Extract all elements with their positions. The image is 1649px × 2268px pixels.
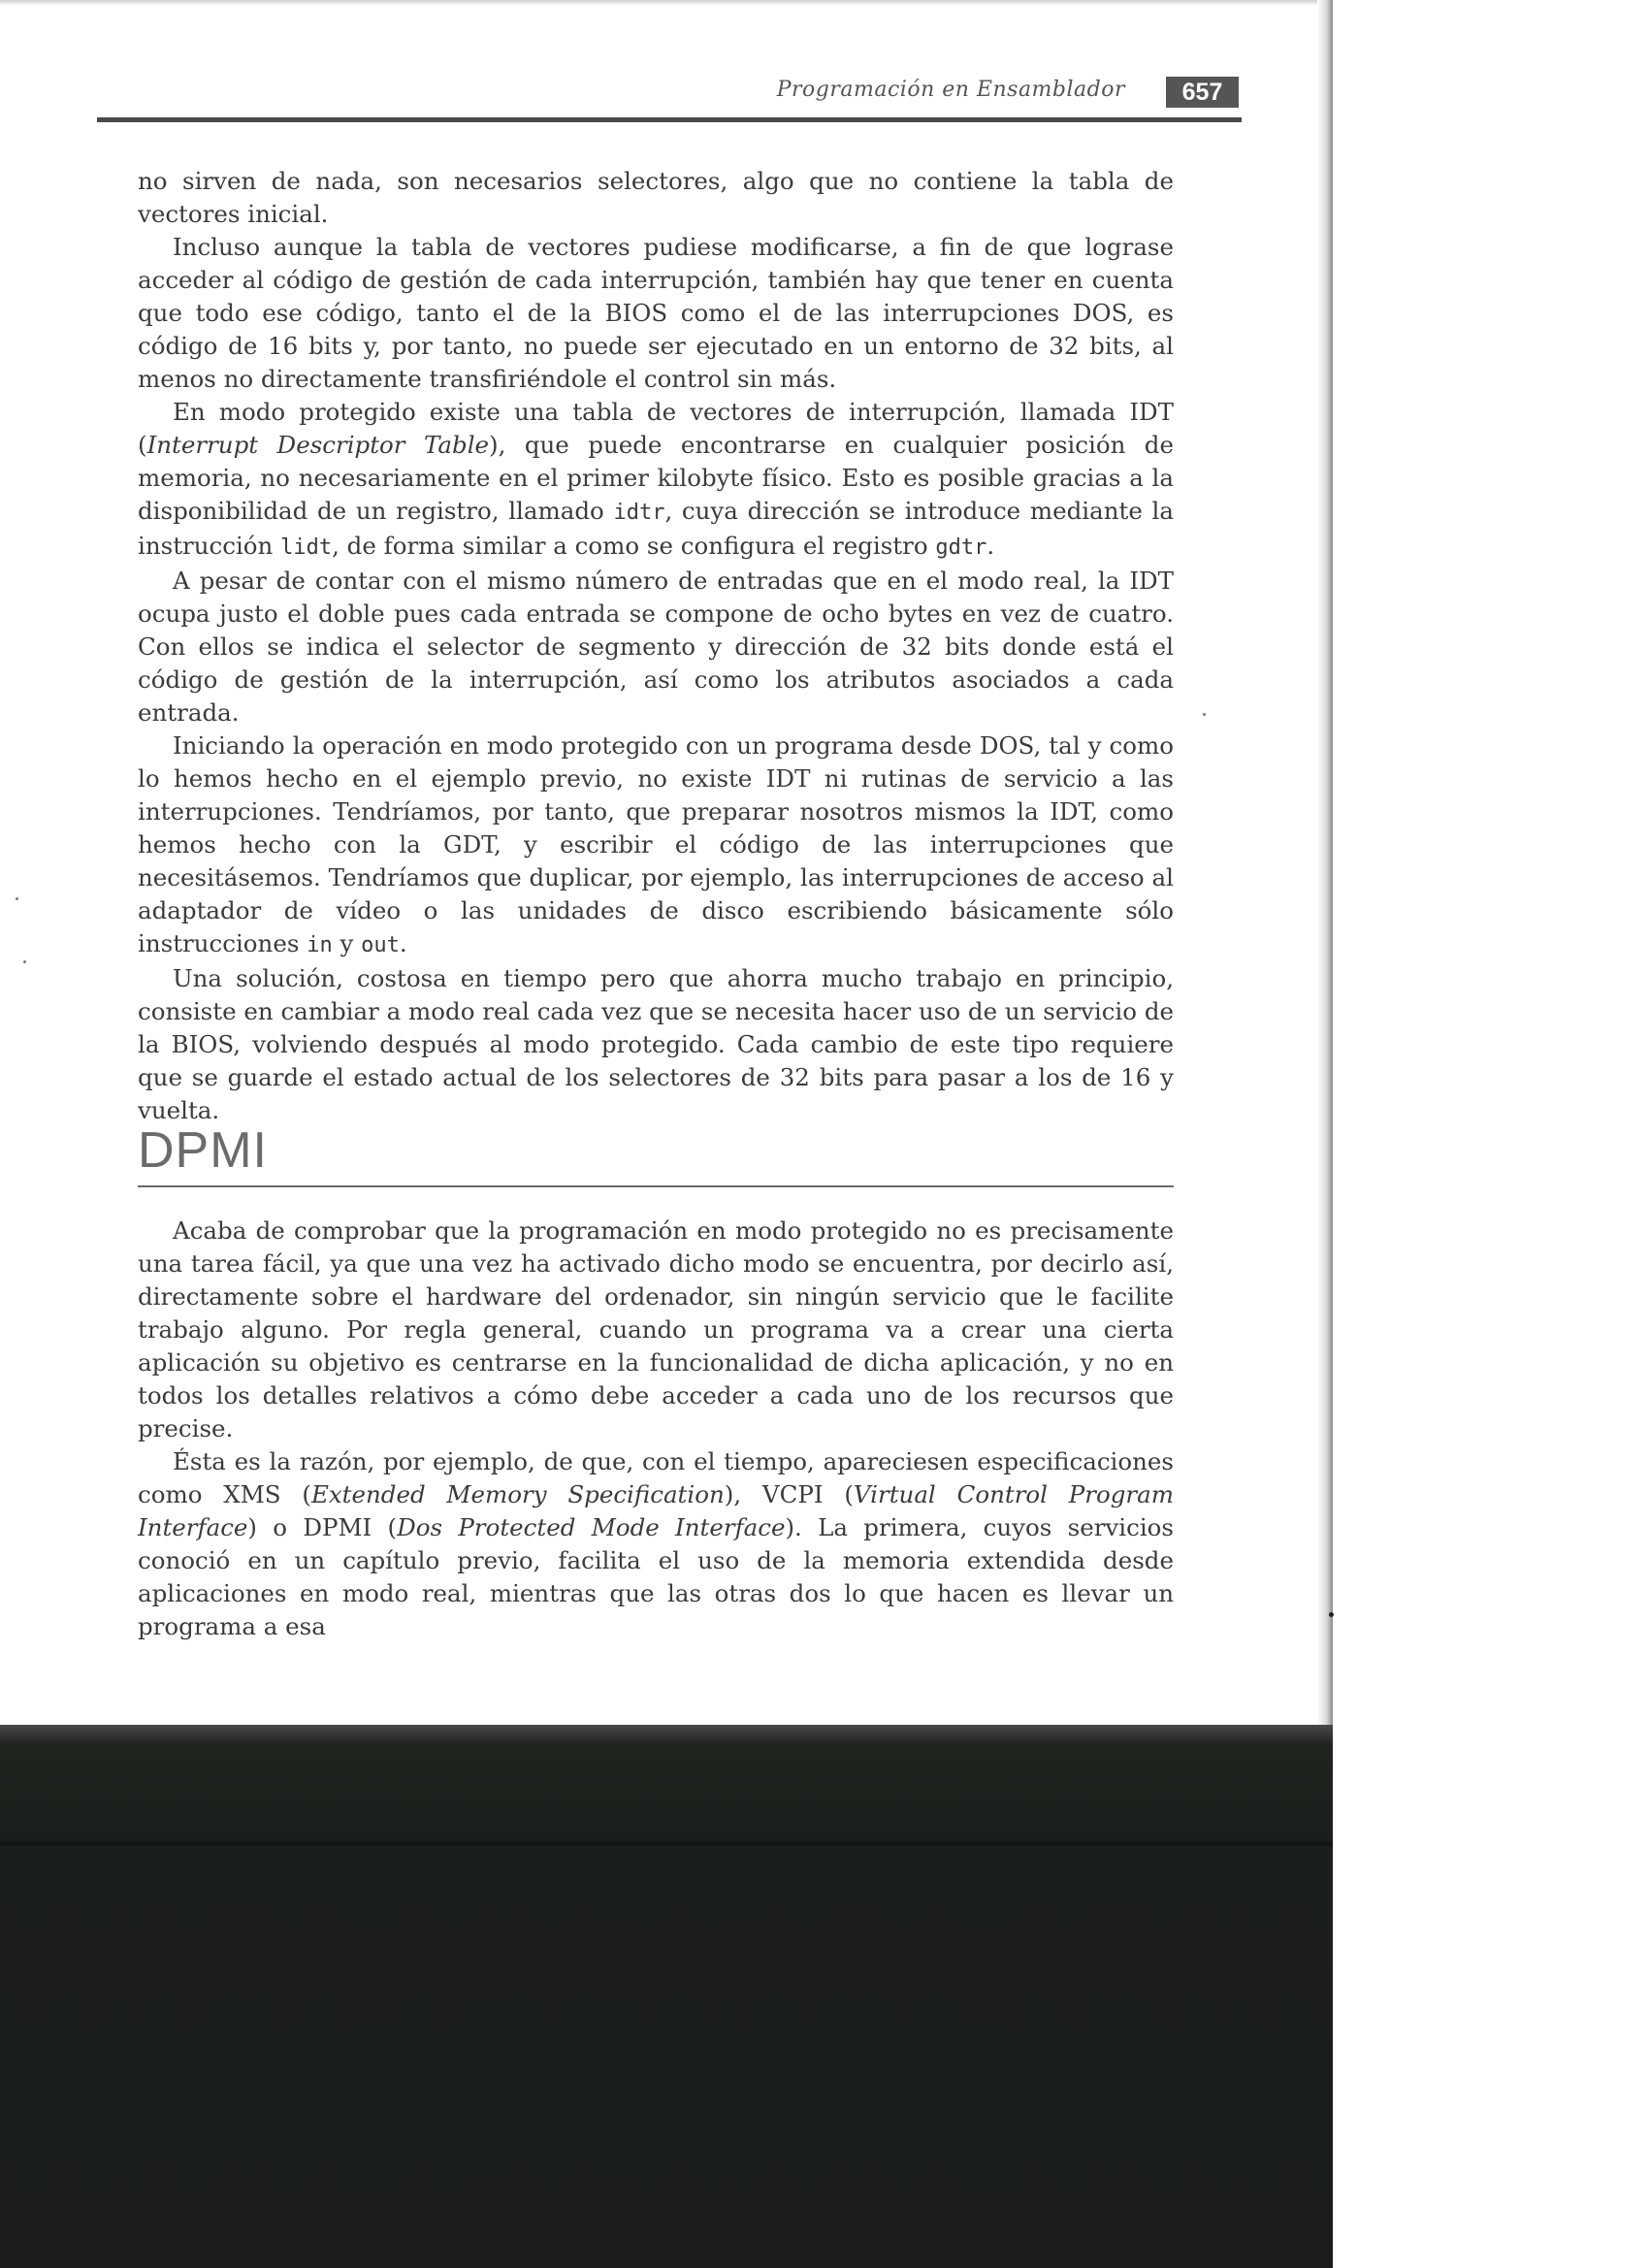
- paragraph: Incluso aunque la tabla de vectores pudiese modificarse, a fin de que lograse acceder al código de gestión de cada interrupción, también hay que tener en cuenta que todo ese código, tanto el de la BIOS como el de las interrupciones DOS, es código de 16 bits y, por tanto, no puede ser ejecutado en un entorno de 32 bits, al menos no directamente transfiriéndole el control sin más.: [138, 233, 1174, 393]
- running-title: Programación en Ensamblador: [776, 78, 1125, 102]
- body-text-top: [138, 165, 1174, 1127]
- scan-speck: [23, 960, 26, 963]
- code-in: in: [307, 933, 333, 957]
- scan-speck: [1203, 713, 1206, 716]
- section-rule: [138, 1185, 1174, 1187]
- page-number: 657: [1166, 77, 1239, 108]
- code-idtr: idtr: [613, 501, 665, 525]
- paragraph-specs: Ésta es la razón, por ejemplo, de que, con el tiempo, apareciesen especificaciones como XMS (Extended Memory Specification), VCPI (Virtual Control Program Interface) o DPMI (Dos Protected Mode Interface). La primera, cuyos servicios conoció en un capítulo previo, facilita el uso de la memoria extendida desde aplicaciones en modo real, mientras que las otras dos lo que hacen es llevar un programa a esa: [138, 1447, 1174, 1640]
- header-rule: [97, 117, 1242, 122]
- margin-area: [1333, 0, 1649, 2268]
- paragraph: Acaba de comprobar que la programación en modo protegido no es precisamente una tarea fácil, ya que una vez ha activado dicho modo se encuentra, por decirlo así, directamente sobre el hardware del ordenador, sin ningún servicio que le facilite trabajo alguno. Por regla general, cuando un programa va a crear una cierta aplicación su objetivo es centrarse en la funcionalidad de dicha aplicación, y no en todos los detalles relativos a cómo debe acceder a cada uno de los recursos que precise.: [138, 1216, 1174, 1442]
- paragraph-in-out: Iniciando la operación en modo protegido con un programa desde DOS, tal y como lo hemos hecho en el ejemplo previo, no existe IDT ni rutinas de servicio a las interrupciones. Tendríamos, por tanto, que preparar nosotros mismos la IDT, como hemos hecho con la GDT, y escribir el código de las interrupciones que necesitásemos. Tendríamos que duplicar, por ejemplo, las interrupciones de acceso al adaptador de vídeo o las unidades de disco escribiendo básicamente sólo instrucciones in y out.: [138, 731, 1174, 957]
- page-edge-shadow: [1317, 0, 1333, 1725]
- scanner-background: [0, 1725, 1333, 2268]
- page-top-edge: [0, 0, 1333, 6]
- scan-speck: [16, 897, 18, 900]
- code-gdtr: gdtr: [935, 535, 987, 560]
- body-text-dpmi: [138, 1215, 1174, 1643]
- scan-speck: [1329, 1612, 1334, 1617]
- paragraph: no sirven de nada, son necesarios selectores, algo que no contiene la tabla de vectores inicial.: [138, 167, 1174, 228]
- scanner-band: [0, 1841, 1333, 1846]
- paragraph: Una solución, costosa en tiempo pero que ahorra mucho trabajo en principio, consiste en cambiar a modo real cada vez que se necesita hacer uso de un servicio de la BIOS, volviendo después al modo protegido. Cada cambio de este tipo requiere que se guarde el estado actual de los selectores de 32 bits para pasar a los de 16 y vuelta.: [138, 964, 1174, 1124]
- code-lidt: lidt: [280, 535, 333, 560]
- code-out: out: [361, 933, 400, 957]
- paragraph: A pesar de contar con el mismo número de entradas que en el modo real, la IDT ocupa justo el doble pues cada entrada se compone de ocho bytes en vez de cuatro. Con ellos se indica el selector de segmento y dirección de 32 bits donde está el código de gestión de la interrupción, así como los atributos asociados a cada entrada.: [138, 567, 1174, 727]
- paragraph-idt: En modo protegido existe una tabla de vectores de interrupción, llamada IDT (Interrupt Descriptor Table), que puede encontrarse en cualquier posición de memoria, no necesariamente en el primer kilobyte físico. Esto es posible gracias a la disponibilidad de un registro, llamado idtr, cuya dirección se introduce mediante la instrucción lidt, de forma similar a como se configura el registro gdtr.: [138, 398, 1174, 560]
- section-heading: DPMI: [138, 1122, 268, 1179]
